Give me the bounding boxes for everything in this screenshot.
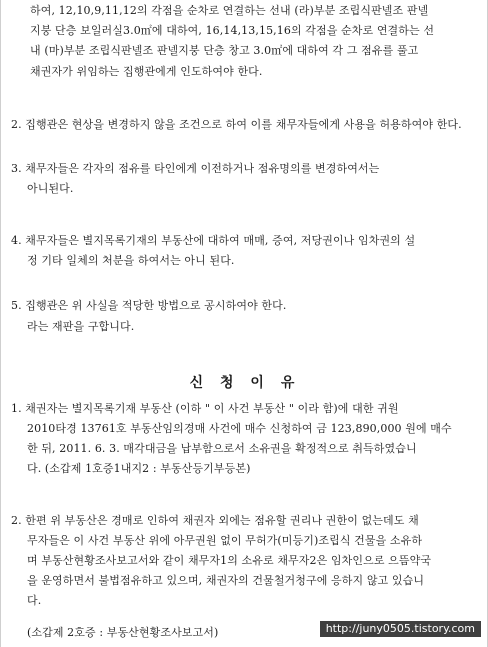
reason-1-line-3: 한 뒤, 2011. 6. 3. 매각대금을 납부함으로서 소유권을 확정적으로 취득하였습니 xyxy=(27,442,417,455)
item-5-line-2: 라는 재판을 구합니다. xyxy=(27,320,135,333)
blog-url-watermark[interactable]: http://juny0505.tistory.com xyxy=(320,621,481,637)
intro-line-2: 지붕 단층 보일러실3.0㎡에 대하여, 16,14,13,15,16의 각점을 순차로 연결하는 선 xyxy=(30,24,435,37)
item-4-line-2: 정 기타 일체의 처분을 하여서는 아니 된다. xyxy=(27,254,235,267)
item-2: 2. 집행관은 현상을 변경하지 않을 조건으로 하여 이를 채무자들에게 사용을 허용하여야 한다. xyxy=(11,118,462,131)
reason-2-evidence: (소갑제 2호증 : 부동산현황조사보고서) xyxy=(27,626,219,639)
reason-2-line-1: 2. 한편 위 부동산은 경매로 인하여 채권자 외에는 점유할 권리나 권한이 없는데도 채 xyxy=(11,514,419,527)
intro-line-4: 채권자가 위임하는 집행관에게 인도하여야 한다. xyxy=(30,65,263,78)
section-heading: 신 청 이 유 xyxy=(189,375,301,391)
intro-line-1: 하여, 12,10,9,11,12의 각점을 순차로 연결하는 선내 (라)부분 조립식판넬조 판넬 xyxy=(30,4,429,17)
item-3-line-2: 아니된다. xyxy=(27,182,74,195)
reason-1-line-4: 다. (소갑제 1호증1내지2 : 부동산등기부등본) xyxy=(27,462,251,475)
reason-1-line-1: 1. 채권자는 별지목록기재 부동산 (이하 " 이 사건 부동산 " 이라 함)에 대한 귀원 xyxy=(11,402,399,415)
reason-2-line-5: 다. xyxy=(27,594,42,607)
item-5-line-1: 5. 집행관은 위 사실을 적당한 방법으로 공시하여야 한다. xyxy=(11,299,287,312)
item-3-line-1: 3. 채무자들은 각자의 점유를 타인에게 이전하거나 점유명의를 변경하여서는 xyxy=(11,162,380,175)
reason-2-line-2: 무자들은 이 사건 부동산 위에 아무권원 없이 무허가(미등기)조립식 건물을 소유하 xyxy=(27,534,423,547)
item-4-line-1: 4. 채무자들은 별지목록기재의 부동산에 대하여 매매, 증여, 저당권이나 임차권의 설 xyxy=(11,234,416,247)
reason-2-line-3: 며 부동산현황조사보고서와 같이 채무자1의 소유로 채무자2은 임차인으로 으뜸약국 xyxy=(27,554,432,567)
reason-1-line-2: 2010타경 13761호 부동산임의경매 사건에 매수 신청하여 금 123,890,000 원에 매수 xyxy=(27,422,452,435)
reason-2-line-4: 을 운영하면서 불법점유하고 있으며, 채권자의 건물철거청구에 응하지 않고 있습니 xyxy=(27,574,425,587)
intro-line-3: 내 (마)부분 조립식판넬조 판넬지붕 단층 창고 3.0㎡에 대하여 각 그 점유를 풀고 xyxy=(30,44,419,57)
